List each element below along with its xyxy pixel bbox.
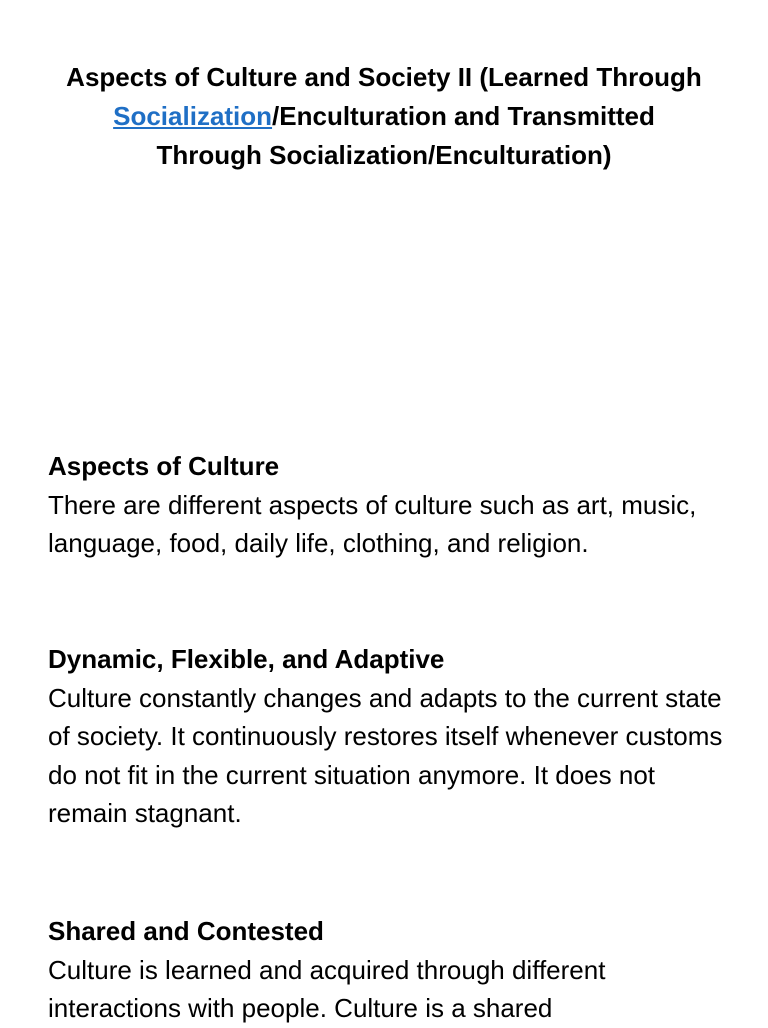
page-title [60,58,708,175]
section-heading: Aspects of Culture [48,451,280,481]
title-text-end: /Enculturation and Transmitted Through Socialization/Enculturation) [156,101,655,170]
section-heading: Dynamic, Flexible, and Adaptive [48,644,445,674]
section-dynamic-flexible-adaptive [48,640,738,833]
socialization-link[interactable]: Socialization [113,101,273,131]
section-heading: Shared and Contested [48,916,324,946]
section-body: Culture constantly changes and adapts to the current state of society. It continuously restores itself whenever customs do not fit in the current situation anymore. It does not remain stagnant. [48,682,723,828]
title-text-start: Aspects of Culture and Society II (Learned Through [66,62,702,92]
section-body: Culture is learned and acquired through different interactions with people. Culture is a shared [48,954,606,1023]
section-body: There are different aspects of culture such as art, music, language, food, daily life, clothing, and religion. [48,489,697,558]
section-aspects-of-culture [48,447,738,563]
section-shared-and-contested [48,912,738,1028]
